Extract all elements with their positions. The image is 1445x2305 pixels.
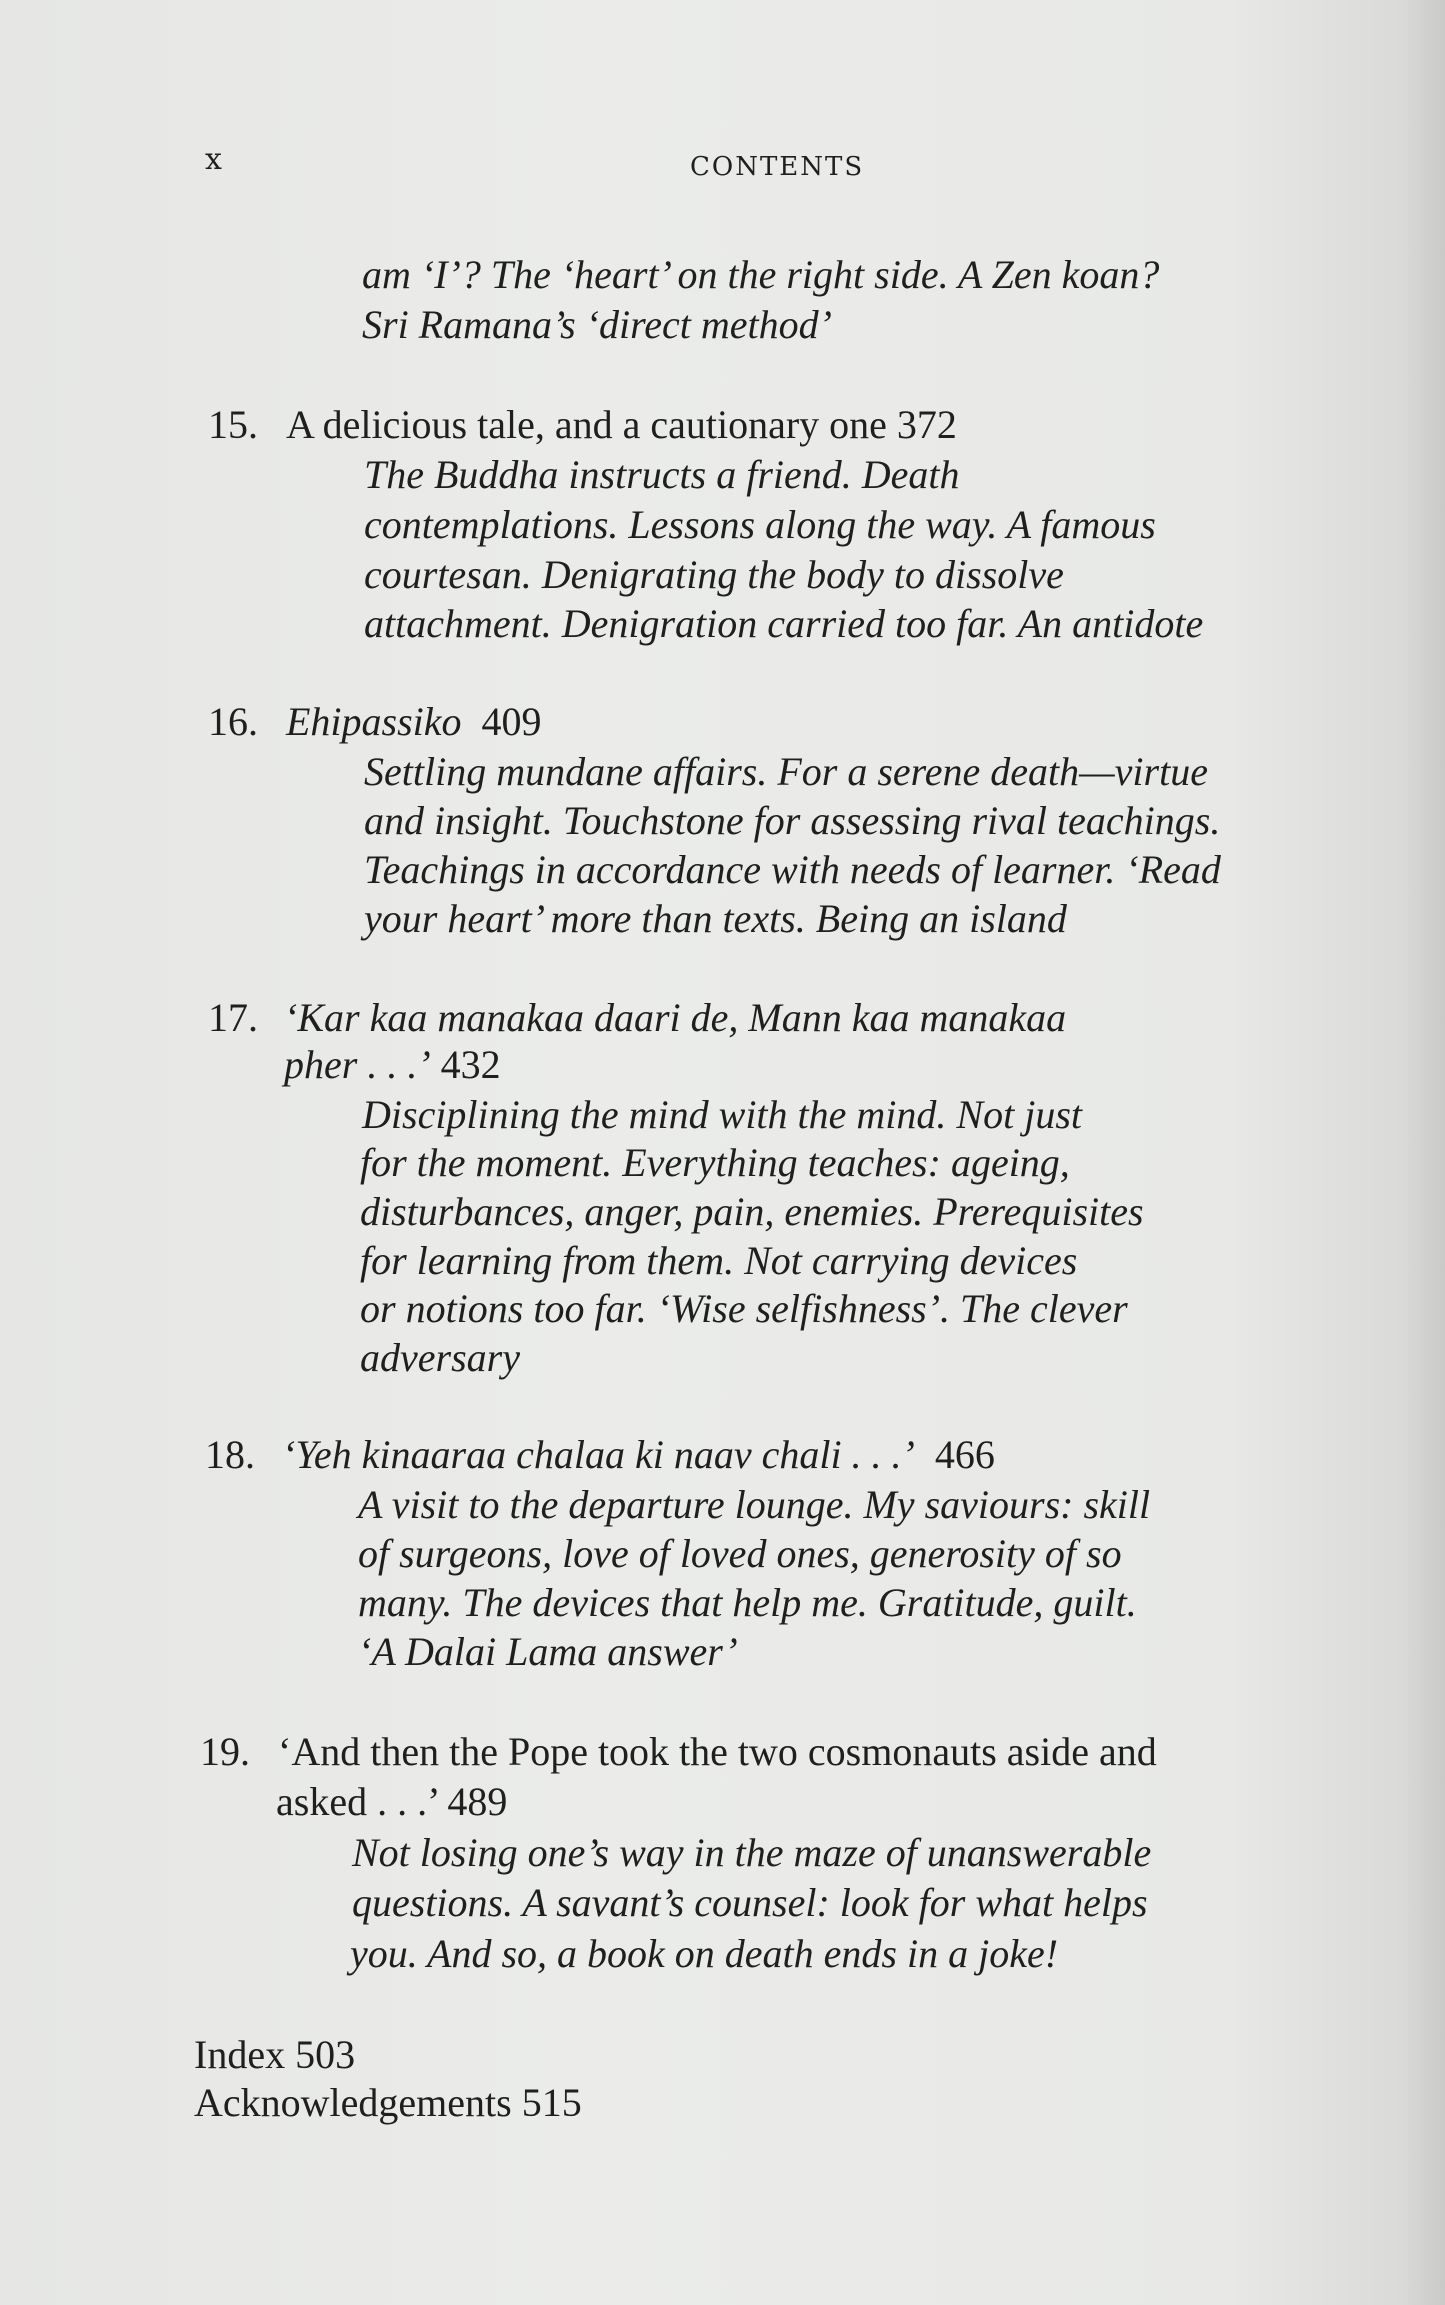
chapter-15-desc-line: attachment. Denigration carried too far. An antidote	[364, 601, 1204, 646]
chapter-18-desc-line: many. The devices that help me. Gratitude, guilt.	[358, 1580, 1137, 1625]
chapter-15-desc-line: courtesan. Denigrating the body to dissolve	[364, 552, 1064, 597]
chapter-16-desc-line: Teachings in accordance with needs of learner. ‘Read	[364, 847, 1221, 892]
chapter-17-desc-line: adversary	[360, 1335, 520, 1380]
page-number: x	[205, 142, 223, 177]
chapter-17-desc-line: Disciplining the mind with the mind. Not just	[362, 1092, 1082, 1137]
chapter-17-number: 17.	[208, 995, 258, 1040]
chapter-15-number: 15.	[208, 402, 258, 447]
chapter-18-number: 18.	[205, 1432, 255, 1477]
chapter-18-desc-line: of surgeons, love of loved ones, generosity of so	[358, 1531, 1122, 1576]
chapter-16-desc-line: Settling mundane affairs. For a serene death—virtue	[364, 749, 1208, 794]
chapter-16-page: 409	[481, 699, 542, 744]
index-entry: Index 503	[194, 2032, 356, 2077]
chapter-17-title-line	[284, 1042, 501, 1087]
chapter-17-title-italic: pher . . .’	[284, 1042, 431, 1087]
continued-desc-line: Sri Ramana’s ‘direct method’	[362, 302, 832, 347]
chapter-15-desc-line: contemplations. Lessons along the way. A famous	[364, 502, 1156, 547]
chapter-15-title: A delicious tale, and a cautionary one 372	[286, 402, 957, 447]
chapter-17-page: 432	[440, 1042, 501, 1087]
chapter-17-desc-line: or notions too far. ‘Wise selfishness’. The clever	[360, 1286, 1128, 1331]
chapter-19-desc-line: you. And so, a book on death ends in a joke!	[350, 1931, 1059, 1976]
chapter-16-number: 16.	[208, 699, 258, 744]
chapter-19-title-line: ‘And then the Pope took the two cosmonauts aside and	[278, 1729, 1157, 1774]
chapter-18-desc-line: A visit to the departure lounge. My saviours: skill	[358, 1482, 1151, 1527]
chapter-19-desc-line: Not losing one’s way in the maze of unanswerable	[352, 1830, 1152, 1875]
chapter-16-title-italic: Ehipassiko	[286, 699, 462, 744]
chapter-15-desc-line: The Buddha instructs a friend. Death	[364, 452, 960, 497]
running-head: CONTENTS	[690, 152, 865, 182]
chapter-19-number: 19.	[200, 1729, 250, 1774]
chapter-19-desc-line: questions. A savant’s counsel: look for what helps	[352, 1880, 1148, 1925]
chapter-18-page: 466	[934, 1432, 995, 1477]
acknowledgements-entry: Acknowledgements 515	[194, 2080, 582, 2125]
chapter-18-title	[282, 1432, 995, 1477]
chapter-16-title	[286, 699, 542, 744]
chapter-17-desc-line: for learning from them. Not carrying devices	[360, 1238, 1078, 1283]
chapter-17-desc-line: disturbances, anger, pain, enemies. Prerequisites	[360, 1189, 1144, 1234]
chapter-19-title-line: asked . . .’ 489	[276, 1779, 508, 1824]
chapter-16-desc-line: your heart’ more than texts. Being an island	[364, 896, 1067, 941]
chapter-16-desc-line: and insight. Touchstone for assessing rival teachings.	[364, 798, 1221, 843]
chapter-17-desc-line: for the moment. Everything teaches: ageing,	[360, 1140, 1070, 1185]
chapter-18-title-italic: ‘Yeh kinaaraa chalaa ki naav chali . . .’	[282, 1432, 915, 1477]
continued-desc-line: am ‘I’? The ‘heart’ on the right side. A Zen koan?	[362, 252, 1160, 297]
chapter-18-desc-line: ‘A Dalai Lama answer’	[358, 1629, 738, 1674]
chapter-17-title-line: ‘Kar kaa manakaa daari de, Mann kaa manakaa	[284, 995, 1067, 1040]
